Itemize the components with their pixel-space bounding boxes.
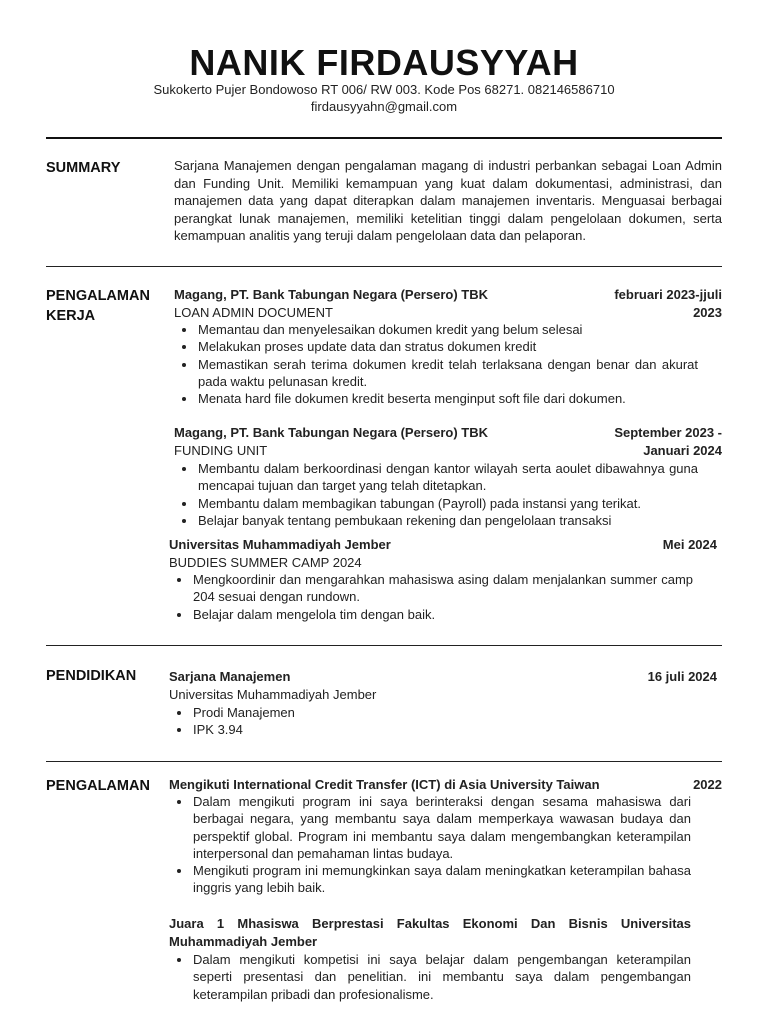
- education-school: Universitas Muhammadiyah Jember: [169, 687, 377, 702]
- header-divider: [46, 137, 722, 139]
- contact-email: firdausyyahn@gmail.com: [310, 99, 458, 114]
- work-entry-2-org: Magang, PT. Bank Tabungan Negara (Persero) TBK: [174, 425, 488, 440]
- list-item: Membantu dalam berkoordinasi dengan kantor wilayah serta aoulet dibawahnya guna mencapai tujuan dan target yang telah ditetapkan.: [174, 460, 698, 495]
- work-entry-1-role: LOAN ADMIN DOCUMENT: [174, 305, 333, 320]
- work-title-line1: PENGALAMAN: [46, 288, 150, 304]
- work-entry-3-date: Mei 2024: [662, 537, 717, 552]
- list-item: IPK 3.94: [169, 721, 693, 738]
- work-entry-2-bullets: [174, 460, 698, 529]
- list-item: Mengkoordinir dan mengarahkan mahasiswa asing dalam menjalankan summer camp 204 sesuai dengan rundown.: [169, 571, 693, 606]
- work-entry-1-date-line1: februari 2023-jjuli: [614, 287, 722, 302]
- resume-name: NANIK FIRDAUSYYAH: [189, 42, 579, 83]
- contact-address: Sukokerto Pujer Bondowoso RT 006/ RW 003. Kode Pos 68271. 082146586710: [153, 82, 615, 97]
- list-item: Menata hard file dokumen kredit beserta menginput soft file dari dokumen.: [174, 390, 698, 407]
- experience-title: PENGALAMAN: [46, 778, 150, 794]
- list-item: Dalam mengikuti program ini saya berinteraksi dengan sesama mahasiswa dari berbagai negara, yang membantu saya dalam memperkaya wawasan budaya dan perspektif global. Program ini membantu saya dalam mengembangkan keterampilan interpersonal dan pemahaman lintas budaya.: [169, 793, 691, 862]
- experience-entry-2-bullets: [169, 951, 691, 1003]
- list-item: Mengikuti program ini memungkinkan saya dalam meningkatkan keterampilan bahasa inggris yang lebih baik.: [169, 862, 691, 897]
- experience-entry-1-date: 2022: [693, 777, 722, 792]
- education-date: 16 juli 2024: [647, 669, 717, 684]
- list-item: Belajar banyak tentang pembukaan rekening dan pengelolaan transaksi: [174, 512, 698, 529]
- work-title-line2: KERJA: [46, 308, 96, 324]
- experience-entry-1-bullets: [169, 793, 691, 897]
- work-entry-1-bullets: [174, 321, 698, 407]
- work-entry-2-role: FUNDING UNIT: [174, 443, 268, 458]
- work-entry-2-date-line2: Januari 2024: [643, 443, 722, 458]
- list-item: Dalam mengikuti kompetisi ini saya belajar dalam pengembangan keterampilan seperti presentasi dan penelitian. ini membantu saya dalam pengembangan keterampilan pribadi dan profesionalisme.: [169, 951, 691, 1003]
- summary-title: SUMMARY: [46, 160, 121, 176]
- experience-entry-1-heading: Mengikuti International Credit Transfer (ICT) di Asia University Taiwan: [169, 777, 600, 792]
- work-entry-3-org: Universitas Muhammadiyah Jember: [169, 537, 391, 552]
- work-entry-3-bullets: [169, 571, 693, 623]
- education-degree: Sarjana Manajemen: [169, 669, 291, 684]
- education-title: PENDIDIKAN: [46, 668, 137, 684]
- work-entry-2-date-line1: September 2023 -: [614, 425, 722, 440]
- list-item: Melakukan proses update data dan stratus dokumen kredit: [174, 338, 698, 355]
- work-divider: [46, 645, 722, 646]
- summary-divider: [46, 266, 722, 267]
- list-item: Membantu dalam membagikan tabungan (Payroll) pada instansi yang terikat.: [174, 495, 698, 512]
- experience-entry-2-heading: Juara 1 Mhasiswa Berprestasi Fakultas Ekonomi Dan Bisnis Universitas Muhammadiyah Jember: [169, 916, 691, 949]
- work-section-title: [46, 286, 150, 326]
- education-divider: [46, 761, 722, 762]
- education-bullets: [169, 704, 693, 739]
- list-item: Prodi Manajemen: [169, 704, 693, 721]
- work-entry-1-date-line2: 2023: [693, 305, 722, 320]
- work-entry-3-role: BUDDIES SUMMER CAMP 2024: [169, 555, 362, 570]
- list-item: Memantau dan menyelesaikan dokumen kredit yang belum selesai: [174, 321, 698, 338]
- list-item: Memastikan serah terima dokumen kredit telah terlaksana dengan benar dan akurat pada waktu pelunasan kredit.: [174, 356, 698, 391]
- work-entry-1-org: Magang, PT. Bank Tabungan Negara (Persero) TBK: [174, 287, 488, 302]
- summary-text: Sarjana Manajemen dengan pengalaman magang di industri perbankan sebagai Loan Admin dan Funding Unit. Memiliki kemampuan yang kuat dalam dokumentasi, administrasi, dan manajemen data yang dapat diterapkan dalam manajemen inventaris. Menguasai berbagai perangkat lunak manajemen, memiliki ketelitian tinggi dalam pengelolaan dokumen, serta kemampuan analitis yang teruji dalam pengelolaan data dan pelaporan.: [174, 158, 722, 243]
- list-item: Belajar dalam mengelola tim dengan baik.: [169, 606, 693, 623]
